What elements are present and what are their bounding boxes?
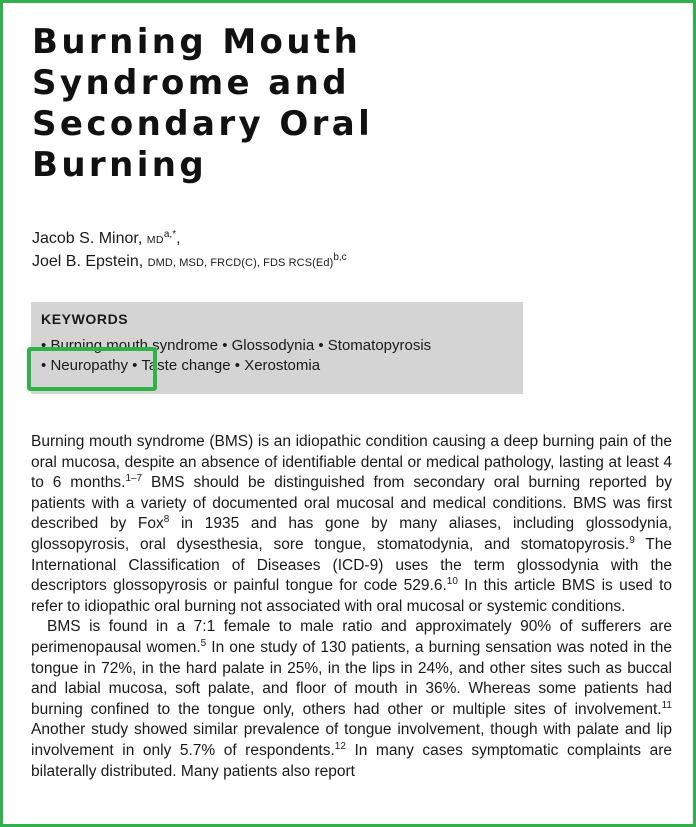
reference-sup: 12 [334, 740, 346, 752]
reference-sup: 1–7 [125, 473, 143, 485]
keyword-burning-mouth-syndrome: Burning mouth syndrome [50, 337, 219, 354]
text-run: Another study showed similar prevalence of tongue involvement, though with palate and lip involvement in only 5.7% of respondents. [31, 721, 672, 759]
text-run: in 1935 and has gone by many aliases, including glossodynia, glossopyrosis, oral dysesthesia, sore tongue, stomatodynia, and stomatopyrosis. [31, 515, 672, 553]
author-name: Jacob S. Minor, [32, 230, 143, 247]
title-line: Burning [32, 145, 208, 185]
author-name: Joel B. Epstein, [32, 253, 144, 270]
author-affiliation: b,c [333, 252, 347, 263]
article-body [31, 432, 672, 782]
text-run: In this article BMS is used to refer to idiopathic oral burning not associated with oral mucosal or systemic conditions. [31, 577, 672, 615]
paragraph-1 [31, 432, 672, 617]
text-run: Burning mouth syndrome (BMS) is an idiopathic condition causing a deep burning pain of the oral mucosa, despite an absence of identifiable dental or medical pathology, lasting at least 4 to 6 months. [31, 433, 672, 492]
author-separator: , [176, 230, 181, 247]
title-line: Syndrome and [32, 63, 350, 103]
bullet: • [132, 357, 138, 374]
text-run: The International Classification of Diseases (ICD-9) uses the term glossodynia with the descriptors glossopyrosis or painful tongue for code 529.6. [31, 535, 672, 595]
reference-sup: 8 [163, 514, 170, 526]
keywords-heading: KEYWORDS [41, 311, 129, 327]
keyword-taste-change: Taste change [141, 357, 231, 374]
reference-sup: 9 [629, 534, 635, 546]
keyword-glossodynia: Glossodynia [231, 337, 315, 354]
paragraph-2 [31, 617, 672, 782]
bullet: • [222, 337, 228, 354]
keyword-stomatopyrosis: Stomatopyrosis [327, 337, 432, 354]
text-run: BMS is found in a 7:1 female to male ratio and approximately 90% of sufferers are perimenopausal women. [31, 618, 672, 656]
reference-sup: 5 [200, 637, 207, 649]
article-title [32, 22, 592, 186]
author-affiliation: a,* [163, 229, 177, 240]
bullet: • [234, 357, 241, 374]
keyword-xerostomia: Xerostomia [244, 357, 321, 374]
text-run: BMS should be distinguished from secondary oral burning reported by patients with a variety of documented oral mucosal and medical conditions. BMS was first described by Fox [31, 474, 673, 533]
neuropathy-highlight-box[interactable] [27, 347, 157, 391]
text-run: In many cases symptomatic complaints are bilaterally distributed. Many patients also report [31, 741, 672, 780]
title-line: Secondary Oral [32, 104, 374, 144]
bullet: • [41, 337, 47, 354]
author-list [32, 228, 347, 274]
author-1 [32, 228, 347, 251]
keyword-neuropathy[interactable]: Neuropathy [50, 357, 128, 374]
reference-sup: 11 [661, 699, 672, 711]
author-2 [32, 251, 347, 274]
text-run: In one study of 130 patients, a burning sensation was noted in the tongue in 72%, in the hard palate in 25%, in the lips in 24%, and other sites such as buccal and labial mucosa, soft palate, and floor of mouth in 36%. Whereas some patients had burning confined to the tongue only, others had other or multiple sites of involvement. [31, 638, 672, 718]
title-line: Burning Mouth [32, 22, 362, 62]
bullet: • [41, 357, 47, 374]
bullet: • [318, 337, 324, 354]
author-credentials: DMD, MSD, FRCD(C), FDS RCS(Ed) [147, 257, 334, 269]
reference-sup: 10 [446, 576, 458, 588]
author-credentials: MD [146, 234, 164, 246]
